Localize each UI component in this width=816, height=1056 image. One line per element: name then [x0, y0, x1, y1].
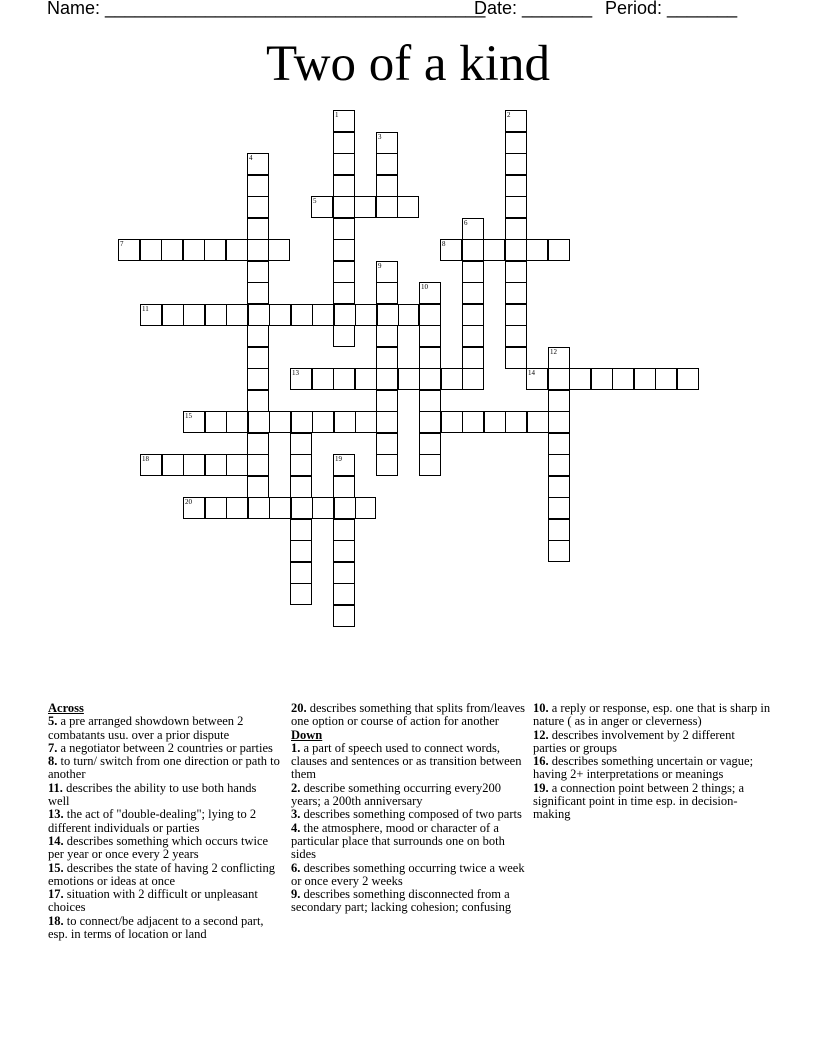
crossword-cell[interactable] — [484, 411, 506, 433]
crossword-cell[interactable] — [247, 239, 269, 261]
crossword-cell[interactable] — [548, 411, 570, 433]
crossword-cell[interactable] — [247, 196, 269, 218]
crossword-cell[interactable] — [548, 540, 570, 562]
crossword-cell[interactable] — [355, 304, 377, 326]
clue-text: the atmosphere, mood or character of a particular place that surrounds one on both sides — [291, 820, 505, 862]
crossword-cell[interactable] — [376, 390, 398, 412]
crossword-cell[interactable] — [548, 433, 570, 455]
crossword-cell[interactable] — [269, 304, 291, 326]
crossword-cell[interactable] — [118, 239, 140, 261]
crossword-cell[interactable] — [548, 347, 570, 369]
crossword-cell[interactable] — [376, 132, 398, 154]
crossword-cell[interactable] — [183, 239, 205, 261]
crossword-cell[interactable] — [333, 218, 355, 240]
clue-text: to turn/ switch from one direction or path to another — [48, 754, 280, 782]
crossword-cell[interactable] — [291, 497, 313, 519]
cell-number: 18 — [142, 455, 149, 463]
crossword-cell[interactable] — [333, 519, 355, 541]
crossword-cell[interactable] — [205, 304, 227, 326]
crossword-cell[interactable] — [419, 368, 441, 390]
crossword-cell[interactable] — [333, 110, 355, 132]
crossword-cell[interactable] — [505, 175, 527, 197]
cell-number: 15 — [185, 412, 192, 420]
clue-number: 4. — [291, 820, 301, 835]
crossword-cell[interactable] — [462, 282, 484, 304]
crossword-cell[interactable] — [505, 325, 527, 347]
down-heading: Down — [291, 727, 323, 742]
crossword-cell[interactable] — [205, 411, 227, 433]
cell-number: 11 — [142, 305, 149, 313]
across-clue — [48, 742, 280, 755]
across-clue — [48, 835, 280, 862]
crossword-cell[interactable] — [269, 411, 291, 433]
clue-text: a negotiator between 2 countries or parties — [57, 740, 273, 755]
crossword-cell[interactable] — [290, 562, 312, 584]
crossword-cell[interactable] — [290, 519, 312, 541]
crossword-cell[interactable] — [205, 454, 227, 476]
crossword-cell[interactable] — [505, 132, 527, 154]
cell-number: 2 — [507, 111, 511, 119]
crossword-cell[interactable] — [462, 347, 484, 369]
crossword-cell[interactable] — [226, 454, 248, 476]
crossword-cell[interactable] — [612, 368, 634, 390]
crossword-cell[interactable] — [333, 476, 355, 498]
crossword-cell[interactable] — [419, 347, 441, 369]
crossword-cell[interactable] — [247, 476, 269, 498]
crossword-cell[interactable] — [334, 411, 356, 433]
crossword-cell[interactable] — [183, 454, 205, 476]
crossword-cell[interactable] — [162, 454, 184, 476]
crossword-cell[interactable] — [333, 605, 355, 627]
cell-number: 4 — [249, 154, 253, 162]
crossword-cell[interactable] — [526, 239, 548, 261]
crossword-cell[interactable] — [333, 239, 355, 261]
crossword-cell[interactable] — [354, 497, 376, 519]
crossword-cell[interactable] — [655, 368, 677, 390]
crossword-cell[interactable] — [505, 411, 527, 433]
crossword-cell[interactable] — [548, 390, 570, 412]
crossword-cell[interactable] — [290, 454, 312, 476]
down-clue — [291, 742, 526, 782]
crossword-cell[interactable] — [204, 239, 226, 261]
clue-text: describes something that splits from/leaves one option or course of action for another — [291, 701, 525, 729]
crossword-cell[interactable] — [398, 368, 420, 390]
crossword-cell[interactable] — [162, 304, 184, 326]
crossword-cell[interactable] — [462, 304, 484, 326]
date-field[interactable]: Date: _______ — [474, 0, 593, 18]
clue-number: 11. — [48, 780, 63, 795]
crossword-cell[interactable] — [183, 411, 205, 433]
crossword-cell[interactable] — [548, 476, 570, 498]
crossword-cell[interactable] — [376, 411, 398, 433]
crossword-cell[interactable] — [248, 497, 270, 519]
crossword-cell[interactable] — [290, 540, 312, 562]
clue-text: describes something disconnected from a secondary part; lacking cohesion; confusing — [291, 887, 512, 915]
clue-number: 12. — [533, 727, 549, 742]
clue-number: 13. — [48, 807, 64, 822]
clue-text: describes the state of having 2 conflicting emotions or ideas at once — [48, 860, 276, 888]
crossword-cell[interactable] — [226, 239, 248, 261]
crossword-cell[interactable] — [290, 433, 312, 455]
crossword-cell[interactable] — [505, 239, 527, 261]
clue-text: describes something which occurs twice per year or once every 2 years — [48, 833, 269, 862]
clue-number: 15. — [48, 860, 64, 875]
crossword-cell[interactable] — [462, 411, 484, 433]
cell-number: 9 — [378, 262, 382, 270]
clue-number: 14. — [48, 833, 64, 848]
crossword-cell[interactable] — [419, 390, 441, 412]
crossword-cell[interactable] — [269, 497, 291, 519]
crossword-cell[interactable] — [311, 196, 333, 218]
clue-text: describes something uncertain or vague; having 2+ interpretations or meanings — [533, 754, 754, 782]
down-clue — [533, 782, 771, 822]
crossword-cell[interactable] — [440, 239, 462, 261]
down-clue — [291, 782, 526, 809]
crossword-cell[interactable] — [333, 153, 355, 175]
crossword-cell[interactable] — [290, 368, 312, 390]
crossword-cell[interactable] — [140, 239, 162, 261]
across-heading: Across — [48, 701, 84, 715]
crossword-cell[interactable] — [291, 411, 313, 433]
crossword-cell[interactable] — [419, 454, 441, 476]
down-clue — [291, 822, 526, 862]
clue-text: describes involvement by 2 different parties or groups — [533, 727, 735, 755]
cell-number: 12 — [550, 348, 557, 356]
crossword-cell[interactable] — [226, 497, 248, 519]
crossword-cell[interactable] — [312, 304, 334, 326]
crossword-cell[interactable] — [291, 304, 313, 326]
crossword-cell[interactable] — [247, 390, 269, 412]
crossword-cell[interactable] — [376, 282, 398, 304]
cell-number: 14 — [528, 369, 535, 377]
down-clue — [291, 888, 526, 915]
crossword-cell[interactable] — [183, 497, 205, 519]
crossword-cell[interactable] — [290, 476, 312, 498]
crossword-cell[interactable] — [312, 497, 334, 519]
crossword-cell[interactable] — [419, 282, 441, 304]
cell-number: 7 — [120, 240, 124, 248]
period-field[interactable]: Period: _______ — [605, 0, 738, 18]
across-clue — [48, 888, 280, 915]
crossword-cell[interactable] — [290, 583, 312, 605]
crossword-cell[interactable] — [333, 132, 355, 154]
clue-text: a part of speech used to connect words, clauses and sentences or as transition between them — [291, 740, 522, 782]
crossword-cell[interactable] — [527, 411, 549, 433]
crossword-cell[interactable] — [419, 304, 441, 326]
down-clue — [291, 862, 526, 889]
crossword-cell[interactable] — [526, 368, 548, 390]
clue-number: 8. — [48, 754, 58, 769]
crossword-cell[interactable] — [268, 239, 290, 261]
cell-number: 20 — [185, 498, 192, 506]
crossword-cell[interactable] — [441, 411, 463, 433]
clue-text: a reply or response, esp. one that is sharp in nature ( as in anger or cleverness) — [533, 701, 771, 729]
crossword-cell[interactable] — [140, 454, 162, 476]
clue-number: 7. — [48, 740, 58, 755]
crossword-cell[interactable] — [333, 196, 355, 218]
crossword-cell[interactable] — [333, 583, 355, 605]
crossword-cell[interactable] — [634, 368, 656, 390]
across-clue — [48, 915, 280, 942]
clue-text: describes something composed of two parts — [300, 807, 522, 822]
crossword-cell[interactable] — [505, 218, 527, 240]
crossword-cell[interactable] — [312, 368, 334, 390]
clue-number: 18. — [48, 913, 64, 928]
crossword-cell[interactable] — [247, 347, 269, 369]
crossword-cell[interactable] — [247, 218, 269, 240]
down-clue — [533, 729, 771, 756]
crossword-cell[interactable] — [333, 325, 355, 347]
clue-text: the act of "double-dealing"; lying to 2 different individuals or parties — [48, 807, 257, 835]
crossword-cell[interactable] — [247, 282, 269, 304]
clue-text: a pre arranged showdown between 2 combatants usu. over a prior dispute — [48, 714, 244, 742]
crossword-cell[interactable] — [226, 411, 248, 433]
crossword-cell[interactable] — [569, 368, 591, 390]
crossword-cell[interactable] — [376, 196, 398, 218]
crossword-cell[interactable] — [183, 304, 205, 326]
clues-column-3 — [533, 702, 771, 822]
crossword-cell[interactable] — [247, 325, 269, 347]
crossword-cell[interactable] — [333, 261, 355, 283]
crossword-cell[interactable] — [548, 239, 570, 261]
crossword-cell[interactable] — [333, 454, 355, 476]
across-clue — [48, 862, 280, 889]
crossword-cell[interactable] — [376, 261, 398, 283]
clue-number: 1. — [291, 740, 301, 755]
clue-number: 9. — [291, 887, 301, 902]
page-title: Two of a kind — [266, 36, 550, 92]
crossword-cell[interactable] — [376, 175, 398, 197]
crossword-cell[interactable] — [505, 282, 527, 304]
crossword-cell[interactable] — [483, 239, 505, 261]
crossword-cell[interactable] — [397, 304, 419, 326]
down-clue — [533, 755, 771, 782]
clue-text: describes something occurring twice a week or once every 2 weeks — [291, 860, 525, 888]
clue-text: to connect/be adjacent to a second part, esp. in terms of location or land — [48, 913, 264, 942]
crossword-cell[interactable] — [247, 368, 269, 390]
crossword-cell[interactable] — [548, 368, 570, 390]
crossword-cell[interactable] — [248, 411, 270, 433]
cell-number: 3 — [378, 133, 382, 141]
clue-text: describes the ability to use both hands well — [48, 780, 257, 809]
crossword-cell[interactable] — [247, 261, 269, 283]
cell-number: 5 — [313, 197, 317, 205]
crossword-cell[interactable] — [419, 325, 441, 347]
clue-number: 17. — [48, 887, 64, 902]
cell-number: 13 — [292, 369, 299, 377]
clue-number: 3. — [291, 807, 301, 822]
crossword-cell[interactable] — [376, 454, 398, 476]
crossword-cell[interactable] — [140, 304, 162, 326]
cell-number: 8 — [442, 240, 446, 248]
clue-number: 19. — [533, 780, 549, 795]
crossword-cell[interactable] — [462, 368, 484, 390]
crossword-cell[interactable] — [376, 368, 398, 390]
crossword-cell[interactable] — [505, 347, 527, 369]
crossword-cell[interactable] — [548, 454, 570, 476]
crossword-cell[interactable] — [397, 196, 419, 218]
clue-number: 16. — [533, 754, 549, 769]
crossword-cell[interactable] — [419, 433, 441, 455]
crossword-cell[interactable] — [591, 368, 613, 390]
crossword-cell[interactable] — [312, 411, 334, 433]
crossword-cell[interactable] — [376, 153, 398, 175]
down-clue — [291, 808, 526, 821]
clue-number: 10. — [533, 701, 549, 715]
crossword-cell[interactable] — [354, 196, 376, 218]
crossword-cell[interactable] — [334, 304, 356, 326]
crossword-cell[interactable] — [376, 325, 398, 347]
crossword-cell[interactable] — [333, 175, 355, 197]
clues-column-1 — [48, 702, 280, 941]
crossword-cell[interactable] — [505, 110, 527, 132]
crossword-cell[interactable] — [548, 519, 570, 541]
cell-number: 6 — [464, 219, 468, 227]
across-clue — [48, 715, 280, 742]
crossword-cell[interactable] — [333, 282, 355, 304]
cell-number: 19 — [335, 455, 342, 463]
crossword-cell[interactable] — [247, 175, 269, 197]
crossword-cell[interactable] — [333, 562, 355, 584]
crossword-cell[interactable] — [462, 218, 484, 240]
crossword-cell[interactable] — [247, 153, 269, 175]
crossword-cell[interactable] — [161, 239, 183, 261]
crossword-cell[interactable] — [333, 368, 355, 390]
clue-number: 2. — [291, 780, 301, 795]
crossword-cell[interactable] — [505, 304, 527, 326]
across-clue — [48, 808, 280, 835]
clue-text: describe something occurring every200 years; a 200th anniversary — [291, 780, 502, 809]
crossword-cell[interactable] — [677, 368, 699, 390]
crossword-cell[interactable] — [376, 433, 398, 455]
crossword-cell[interactable] — [505, 261, 527, 283]
clues-column-2 — [291, 702, 526, 915]
crossword-cell[interactable] — [333, 540, 355, 562]
crossword-cell[interactable] — [462, 261, 484, 283]
across-clue — [48, 782, 280, 809]
down-clue — [533, 702, 771, 729]
clue-number: 20. — [291, 701, 307, 715]
crossword-cell[interactable] — [334, 497, 356, 519]
crossword-cell[interactable] — [248, 304, 270, 326]
crossword-cell[interactable] — [441, 368, 463, 390]
crossword-cell[interactable] — [462, 239, 484, 261]
crossword-cell[interactable] — [355, 411, 377, 433]
crossword-cell[interactable] — [505, 196, 527, 218]
crossword-cell[interactable] — [205, 497, 227, 519]
cell-number: 1 — [335, 111, 339, 119]
clue-number: 6. — [291, 860, 301, 875]
clue-text: a connection point between 2 things; a significant point in time esp. in decision-making — [533, 780, 745, 822]
crossword-cell[interactable] — [376, 347, 398, 369]
crossword-cell[interactable] — [355, 368, 377, 390]
cell-number: 10 — [421, 283, 428, 291]
clue-text: situation with 2 difficult or unpleasant choices — [48, 887, 258, 915]
crossword-cell[interactable] — [247, 454, 269, 476]
across-clue — [48, 755, 280, 782]
clue-number: 5. — [48, 714, 58, 729]
crossword-cell[interactable] — [548, 497, 570, 519]
crossword-cell[interactable] — [377, 304, 399, 326]
name-field[interactable]: Name: ______________________________________ — [47, 0, 486, 18]
crossword-cell[interactable] — [462, 325, 484, 347]
crossword-cell[interactable] — [226, 304, 248, 326]
crossword-cell[interactable] — [419, 411, 441, 433]
across-clue — [291, 702, 526, 729]
crossword-cell[interactable] — [505, 153, 527, 175]
crossword-cell[interactable] — [247, 433, 269, 455]
